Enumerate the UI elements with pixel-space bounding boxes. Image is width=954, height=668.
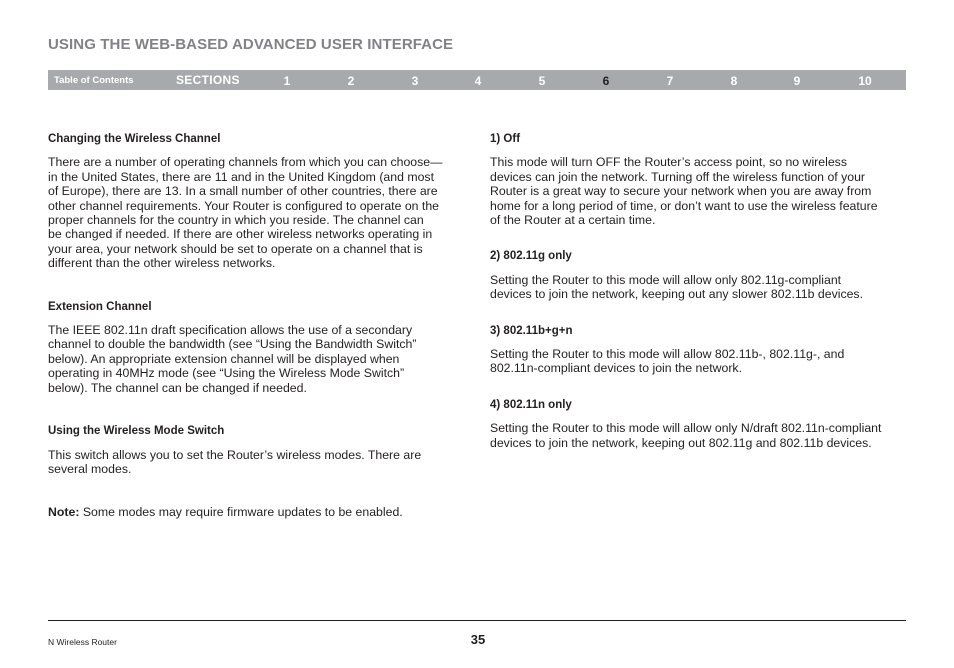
- section-link-3[interactable]: 3: [411, 74, 419, 88]
- right-column: [490, 132, 908, 450]
- section-link-7[interactable]: 7: [666, 74, 674, 88]
- text-line: different than the other wireless networks.: [48, 256, 276, 271]
- text-line: your area, your network should be set to operate on a channel that is: [48, 241, 423, 256]
- text-line: devices to join the network, keeping out any slower 802.11b devices.: [490, 287, 864, 302]
- note: [48, 505, 466, 519]
- page-header-title: USING THE WEB-BASED ADVANCED USER INTERFACE: [48, 36, 454, 53]
- paragraph: [490, 347, 908, 376]
- paragraph: [490, 273, 908, 302]
- text-line: Setting the Router to this mode will allow only N/draft 802.11n-compliant: [490, 421, 882, 436]
- text-line: below). The channel can be changed if needed.: [48, 380, 307, 395]
- paragraph: [48, 155, 466, 270]
- mode-heading-n-only: 4) 802.11n only: [490, 398, 572, 411]
- paragraph: [490, 421, 908, 450]
- text-line: operating in 40MHz mode (see “Using the Wireless Mode Switch”: [48, 366, 405, 381]
- section-link-2[interactable]: 2: [347, 74, 355, 88]
- section-nav-bar: [48, 70, 906, 90]
- text-line: Setting the Router to this mode will allow only 802.11g-compliant: [490, 272, 842, 287]
- footer-divider: [48, 620, 906, 621]
- text-line: proper channels for the country in which you reside. The channel can: [48, 213, 424, 228]
- note-label: Note:: [48, 505, 80, 520]
- text-line: several modes.: [48, 461, 132, 476]
- text-line: be changed if needed. If there are other wireless networks operating in: [48, 227, 433, 242]
- text-line: of Europe), there are 13. In a small number of other countries, there are: [48, 184, 438, 199]
- sections-label: SECTIONS: [176, 73, 240, 87]
- text-line: below). An appropriate extension channel will be displayed when: [48, 351, 400, 366]
- text-line: other channel requirements. Your Router is configured to operate on the: [48, 198, 440, 213]
- paragraph: [490, 155, 908, 227]
- mode-heading-g-only: 2) 802.11g only: [490, 250, 572, 263]
- paragraph: [48, 448, 466, 477]
- footer-product-name: N Wireless Router: [48, 637, 117, 647]
- section-link-9[interactable]: 9: [793, 74, 801, 88]
- text-line: The IEEE 802.11n draft specification allows the use of a secondary: [48, 323, 413, 338]
- paragraph: [48, 323, 466, 395]
- section-heading: Extension Channel: [48, 300, 152, 313]
- text-line: in the United States, there are 11 and in the United Kingdom (and most: [48, 169, 434, 184]
- section-link-6-active[interactable]: 6: [602, 74, 610, 88]
- text-line: There are a number of operating channels from which you can choose—: [48, 155, 443, 170]
- page-number: 35: [470, 632, 486, 647]
- section-link-8[interactable]: 8: [730, 74, 738, 88]
- text-line: Router is a great way to secure your network when you are away from: [490, 184, 872, 199]
- text-line: This mode will turn OFF the Router’s access point, so no wireless: [490, 155, 847, 170]
- left-column: [48, 132, 466, 520]
- mode-heading-off: 1) Off: [490, 133, 521, 145]
- text-line: of the Router at a certain time.: [490, 213, 656, 228]
- section-link-5[interactable]: 5: [538, 74, 546, 88]
- text-line: Setting the Router to this mode will allow 802.11b-, 802.11g-, and: [490, 347, 845, 362]
- section-link-4[interactable]: 4: [474, 74, 482, 88]
- section-link-10[interactable]: 10: [858, 74, 872, 88]
- note-text: Some modes may require firmware updates to be enabled.: [79, 505, 403, 520]
- toc-link[interactable]: Table of Contents: [54, 75, 134, 86]
- mode-heading-bgn: 3) 802.11b+g+n: [490, 324, 573, 337]
- section-heading: Using the Wireless Mode Switch: [48, 425, 225, 438]
- text-line: channel to double the bandwidth (see “Using the Bandwidth Switch”: [48, 337, 417, 352]
- text-line: devices to join the network, keeping out 802.11g and 802.11b devices.: [490, 435, 872, 450]
- text-line: This switch allows you to set the Router’s wireless modes. There are: [48, 447, 422, 462]
- section-heading: Changing the Wireless Channel: [48, 133, 221, 145]
- text-line: devices can join the network. Turning off the wireless function of your: [490, 169, 866, 184]
- text-line: home for a long period of time, or don’t want to use the wireless feature: [490, 198, 878, 213]
- section-link-1[interactable]: 1: [283, 74, 291, 88]
- text-line: 802.11n-compliant devices to join the network.: [490, 361, 743, 376]
